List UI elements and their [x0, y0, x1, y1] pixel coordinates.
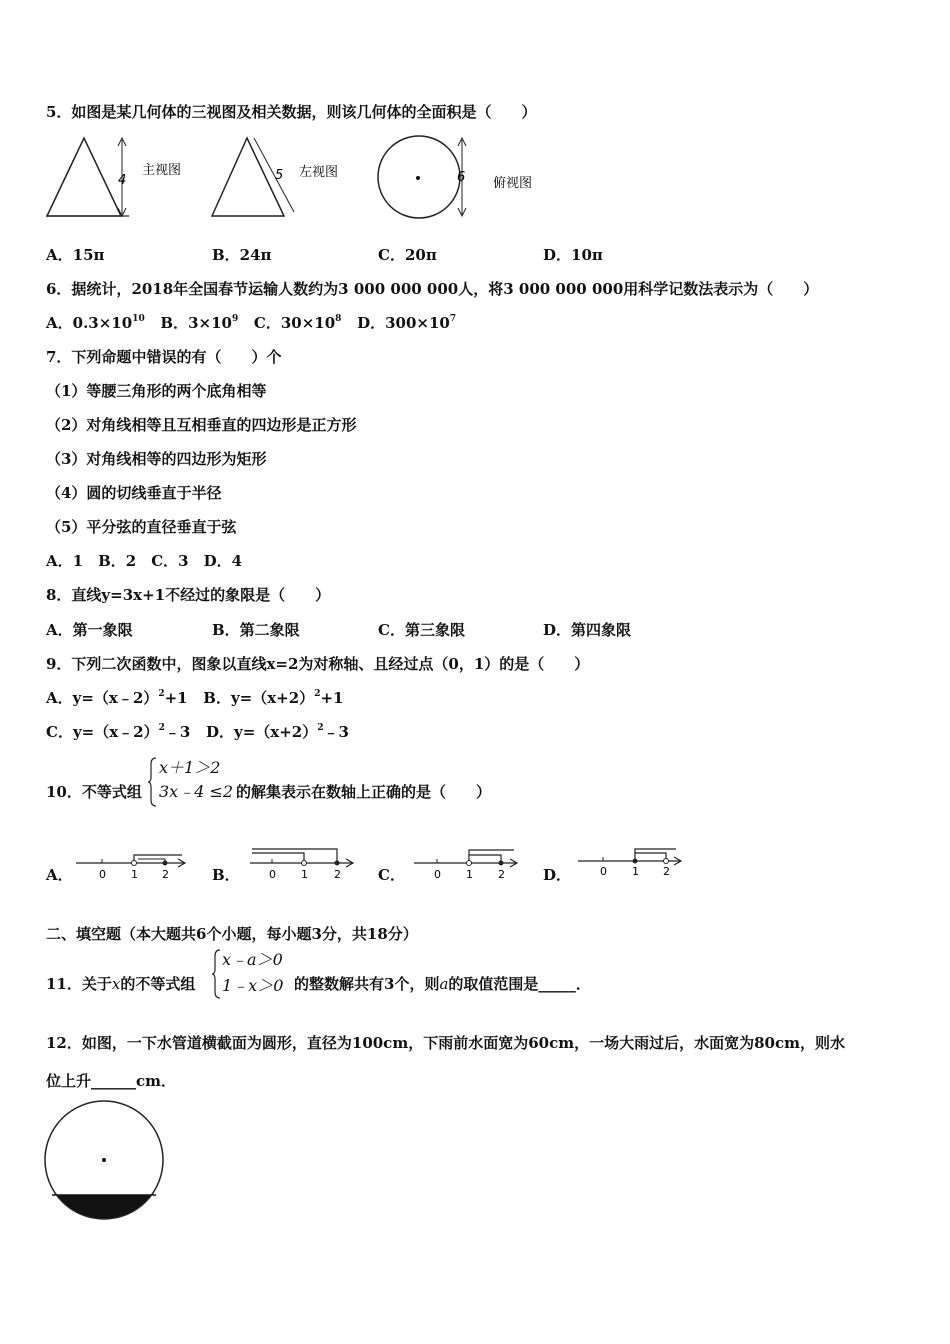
front-view-value: 4 — [118, 173, 127, 188]
q10-ineq-1: x＋1＞2 — [159, 758, 221, 777]
q9-option-c[interactable]: C．y=（x﹣2）$^2$﹣3 — [46, 723, 191, 741]
tick-1: 1 — [301, 868, 308, 881]
q10-numberline-b[interactable] — [248, 844, 358, 882]
q10-option-b-label[interactable]: B． — [212, 866, 240, 884]
q9-row-1 — [46, 688, 343, 708]
q8-option-d[interactable]: D．第四象限 — [543, 621, 632, 639]
tick-0: 0 — [269, 868, 276, 881]
q8-option-b[interactable]: B．第二象限 — [212, 621, 300, 639]
q5-option-b[interactable]: B．24π — [212, 246, 272, 264]
q7-item-4: （4）圆的切线垂直于半径 — [46, 484, 222, 502]
q9-option-b[interactable]: B．$y=(x+2)^2+1$ — [203, 689, 344, 707]
q12-line-1: 12．如图，一下水管道横截面为圆形，直径为100cm，下雨前水面宽为60cm，一场大雨过后，水面宽为80cm，则水 — [46, 1034, 845, 1052]
q11-ineq-1: x﹣a＞0 — [222, 950, 283, 969]
q6-option-b[interactable]: B．$3\times 10^9$ — [160, 314, 239, 332]
q10-numberline-c[interactable] — [412, 844, 522, 882]
tick-2: 2 — [162, 868, 169, 881]
q5-option-c[interactable]: C．20π — [378, 246, 437, 264]
tick-1: 1 — [466, 868, 473, 881]
q10-suffix: 的解集表示在数轴上正确的是（ ） — [236, 783, 492, 801]
side-view-triangle — [212, 138, 284, 216]
q9-row-2 — [46, 722, 349, 742]
q7-stem: 7．下列命题中错误的有（ ）个 — [46, 348, 282, 366]
front-view-label: 主视图 — [142, 163, 182, 178]
tick-0: 0 — [600, 865, 607, 878]
q5-option-a[interactable]: A．15π — [46, 246, 105, 264]
q5-stem: 5．如图是某几何体的三视图及相关数据，则该几何体的全面积是（ ） — [46, 103, 537, 121]
q10-option-d-label[interactable]: D． — [543, 866, 572, 884]
q8-option-a[interactable]: A．第一象限 — [46, 621, 133, 639]
center-point — [102, 1158, 106, 1162]
q11-ineq-2: 1﹣x＞0 — [222, 976, 284, 995]
front-view-triangle — [47, 138, 121, 216]
q10-brace — [148, 756, 158, 808]
q10-option-c-label[interactable]: C． — [378, 866, 405, 884]
q7-item-1: （1）等腰三角形的两个底角相等 — [46, 382, 267, 400]
q10-ineq-2: 3x﹣4 ≤2 — [159, 782, 234, 801]
q12-line-2: 位上升______cm． — [46, 1072, 177, 1090]
q8-option-c[interactable]: C．第三象限 — [378, 621, 465, 639]
top-view-label: 俯视图 — [493, 176, 533, 191]
q6-option-a[interactable]: A．$0.3\times 10^{10}$ — [46, 314, 145, 332]
q9-option-d[interactable]: D．$y=(x+2)^2﹣3$ — [205, 723, 349, 741]
q7-options[interactable]: A．1 B．2 C．3 D．4 — [46, 552, 243, 570]
q10-numberline-d[interactable] — [576, 844, 686, 882]
q10-prefix: 10．不等式组 — [46, 783, 142, 801]
side-view-value: 5 — [275, 168, 284, 183]
q6-options — [46, 313, 456, 333]
q11-brace — [212, 948, 222, 1000]
tick-2: 2 — [334, 868, 341, 881]
side-view-label: 左视图 — [299, 165, 339, 180]
q7-item-3: （3）对角线相等的四边形为矩形 — [46, 450, 267, 468]
tick-1: 1 — [131, 868, 138, 881]
q11-suffix: 的整数解共有3个，则a的取值范围是_____． — [294, 975, 591, 993]
q6-option-d[interactable]: D．$300\times 10^7$ — [357, 314, 457, 332]
q12-pipe-figure — [42, 1100, 168, 1224]
q10-option-a-label[interactable]: A． — [46, 866, 73, 884]
q10-numberline-a[interactable] — [74, 848, 190, 882]
tick-2: 2 — [498, 868, 505, 881]
q5-option-d[interactable]: D．10π — [543, 246, 603, 264]
q5-three-view-figure — [44, 132, 544, 222]
q8-stem: 8．直线y=3x+1不经过的象限是（ ） — [46, 586, 331, 604]
q7-item-5: （5）平分弦的直径垂直于弦 — [46, 518, 237, 536]
q9-option-a[interactable]: A．y=（x﹣2）$^2$+1 — [46, 689, 188, 707]
tick-2: 2 — [663, 865, 670, 878]
tick-0: 0 — [434, 868, 441, 881]
tick-0: 0 — [99, 868, 106, 881]
section-2-heading: 二、填空题（本大题共6个小题，每小题3分，共18分） — [46, 925, 418, 943]
q7-item-2: （2）对角线相等且互相垂直的四边形是正方形 — [46, 416, 357, 434]
tick-1: 1 — [632, 865, 639, 878]
top-view-value: 6 — [457, 170, 466, 185]
q6-stem: 6．据统计，2018年全国春节运输人数约为3 000 000 000人，将3 000 000 000用科学记数法表示为（ ） — [46, 280, 819, 298]
q6-option-c[interactable]: C．$30\times 10^8$ — [253, 314, 342, 332]
q9-stem: 9．下列二次函数中，图象以直线x=2为对称轴、且经过点（0，1）的是（ ） — [46, 655, 590, 673]
q11-line: 11．关于x的不等式组 — [46, 975, 196, 993]
